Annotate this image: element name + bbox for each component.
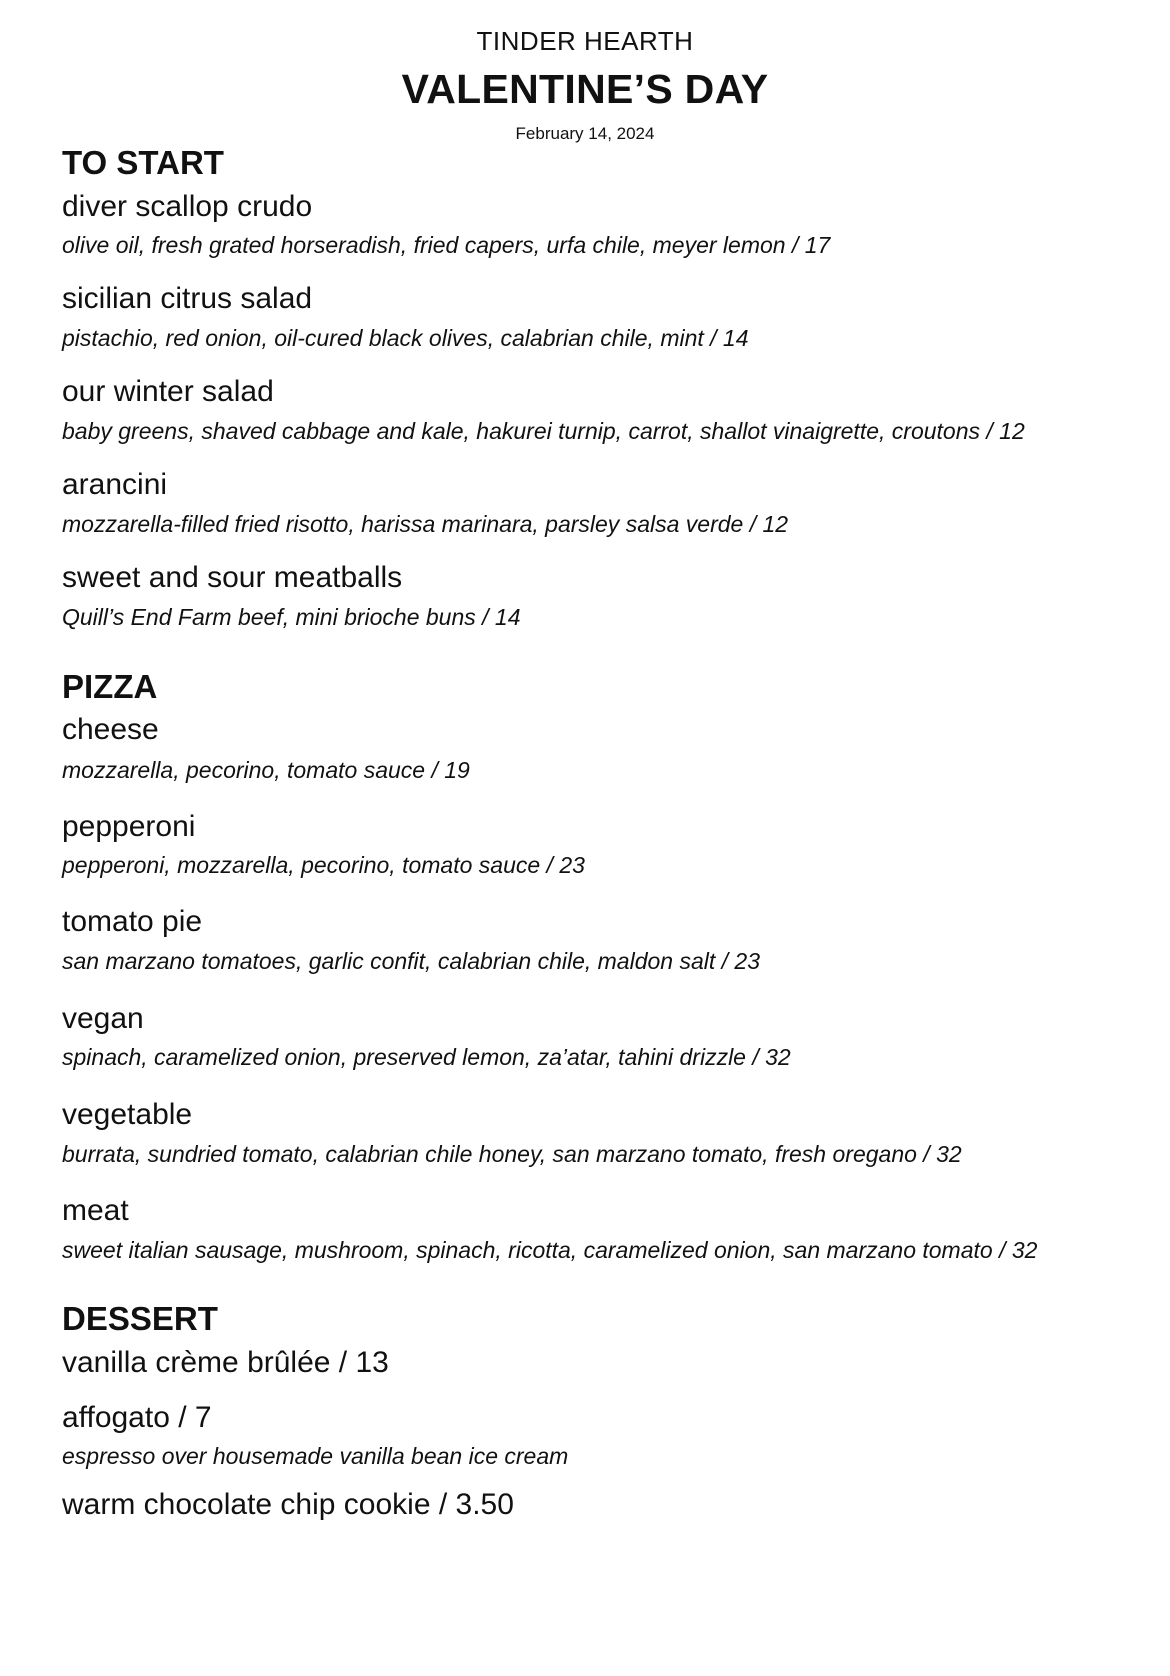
menu-item-name: sicilian citrus salad [62, 282, 313, 315]
menu-item-description: baby greens, shaved cabbage and kale, hakurei turnip, carrot, shallot vinaigrette, croutons / 12 [62, 418, 1025, 444]
section-title-pizza: PIZZA [62, 668, 158, 705]
menu-item-name: affogato / 7 [62, 1401, 212, 1434]
menu-item-name: meat [62, 1194, 129, 1227]
menu-date: February 14, 2024 [515, 124, 655, 143]
menu-item-name: arancini [62, 468, 168, 501]
section-title-to-start: TO START [62, 144, 224, 181]
menu-item-name: vegan [62, 1002, 144, 1035]
menu-item-description: burrata, sundried tomato, calabrian chile honey, san marzano tomato, fresh oregano / 32 [62, 1141, 962, 1167]
menu-item-description: olive oil, fresh grated horseradish, fried capers, urfa chile, meyer lemon / 17 [62, 232, 831, 258]
menu-item-description: pistachio, red onion, oil-cured black olives, calabrian chile, mint / 14 [62, 325, 749, 351]
menu-item-description: mozzarella, pecorino, tomato sauce / 19 [62, 757, 470, 783]
restaurant-name: TINDER HEARTH [476, 26, 694, 56]
section-title-dessert: DESSERT [62, 1300, 218, 1337]
menu-item-description: spinach, caramelized onion, preserved lemon, za’atar, tahini drizzle / 32 [62, 1044, 791, 1070]
page-title: VALENTINE’S DAY [401, 66, 769, 112]
menu-item-description: pepperoni, mozzarella, pecorino, tomato sauce / 23 [62, 852, 585, 878]
menu-item-name: tomato pie [62, 905, 203, 938]
menu-item-description: Quill’s End Farm beef, mini brioche buns / 14 [62, 604, 521, 630]
menu-item-description: sweet italian sausage, mushroom, spinach, ricotta, caramelized onion, san marzano tomato / 32 [62, 1237, 1038, 1263]
menu-item-name: sweet and sour meatballs [62, 561, 403, 594]
menu-item-description: espresso over housemade vanilla bean ice cream [62, 1443, 569, 1469]
menu-item-name: cheese [62, 713, 159, 746]
menu-item-name: our winter salad [62, 375, 274, 408]
menu-item-name: vegetable [62, 1098, 193, 1131]
menu-item-name: pepperoni [62, 810, 196, 843]
menu-item-description: mozzarella-filled fried risotto, harissa marinara, parsley salsa verde / 12 [62, 511, 789, 537]
menu-item-name: vanilla crème brûlée / 13 [62, 1346, 389, 1379]
menu-item-name: diver scallop crudo [62, 190, 313, 223]
menu-item-name: warm chocolate chip cookie / 3.50 [62, 1488, 514, 1521]
menu-item-description: san marzano tomatoes, garlic confit, calabrian chile, maldon salt / 23 [62, 948, 761, 974]
